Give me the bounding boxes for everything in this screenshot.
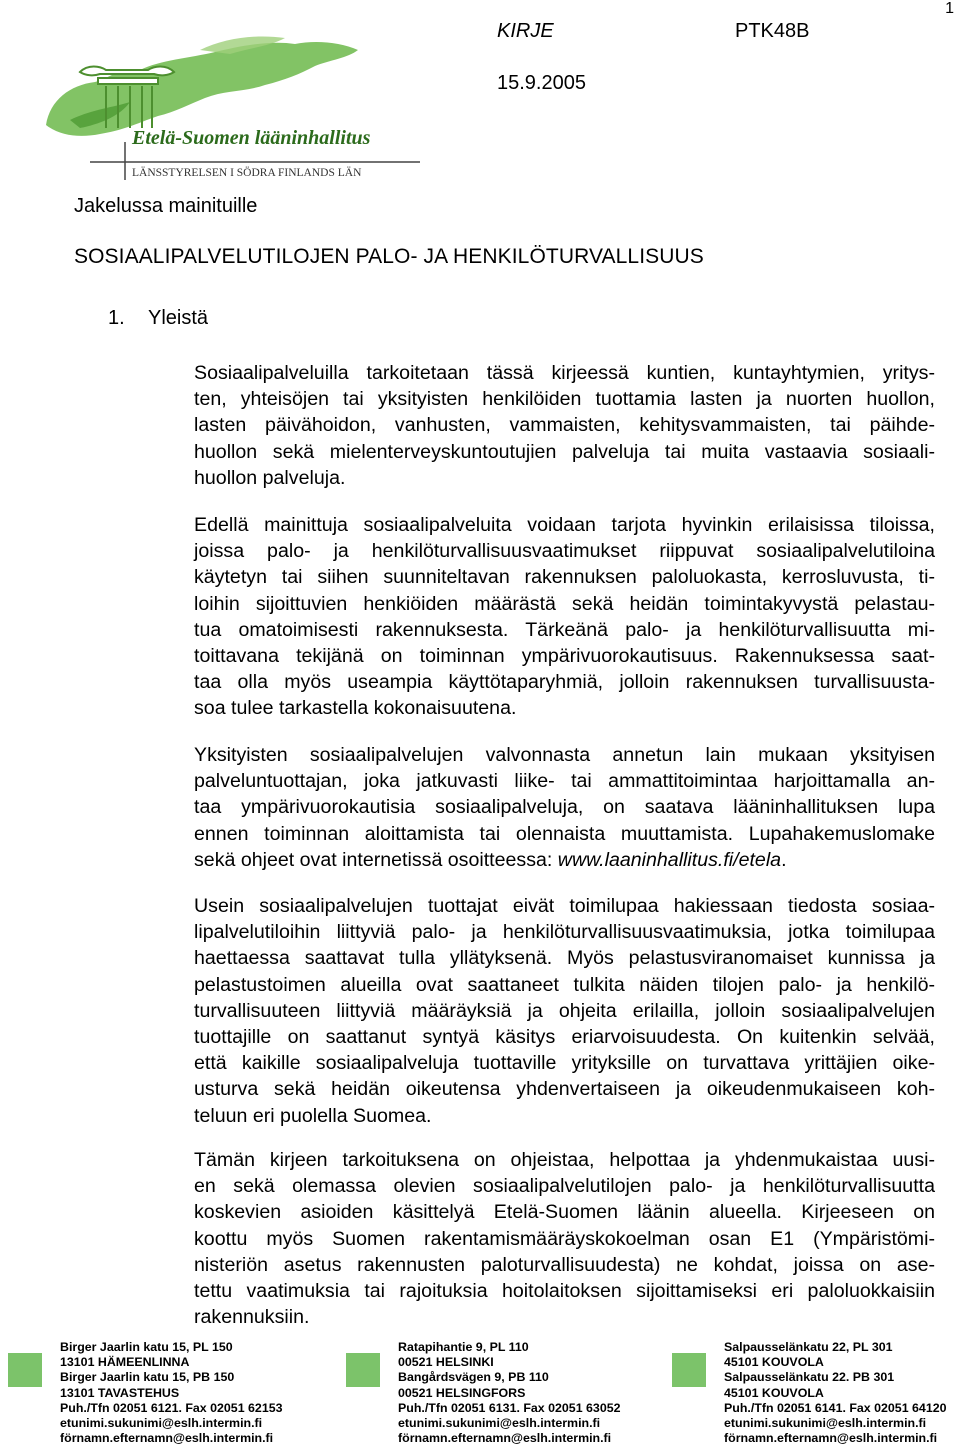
page-number: 1 xyxy=(945,0,954,17)
text-line: ennen toiminnan aloittamista tai olennaista muuttamista. Lupahakemuslomake xyxy=(194,822,935,845)
text-line: taa olla myös useampia käyttötaparyhmiä, jolloin rakennuksen turvallisuusta- xyxy=(194,671,935,694)
document-title: SOSIAALIPALVELUTILOJEN PALO- JA HENKILÖTURVALLISUUS xyxy=(74,245,704,268)
text-line: en sekä olemassa olevien sosiaalipalvelutilojen palo- ja henkilöturvallisuutta xyxy=(194,1175,935,1198)
footer-email[interactable]: etunimi.sukunimi@eslh.intermin.fi xyxy=(60,1416,263,1431)
paragraph-3 xyxy=(194,742,935,873)
document-date: 15.9.2005 xyxy=(497,72,586,94)
text-line: pelastustoimen alueilla ovat saattaneet tulkita näiden tilojen palo- ja henkilö- xyxy=(194,973,935,996)
text-line: palveluntuottajan, joka jatkuvasti liike- tai ammattitoimintaa harjoittamalla an- xyxy=(194,770,935,793)
text-line: että kaikille sosiaalipalveluja tuottaville yrityksille on turvattava yrittäjien oike- xyxy=(194,1052,935,1075)
footer-line: 13101 HÄMEENLINNA xyxy=(60,1355,190,1370)
footer-line: Ratapihantie 9, PL 110 xyxy=(398,1340,529,1354)
footer-line: Birger Jaarlin katu 15, PL 150 xyxy=(60,1340,233,1354)
footer-line: Birger Jaarlin katu 15, PB 150 xyxy=(60,1370,235,1385)
footer-email[interactable]: etunimi.sukunimi@eslh.intermin.fi xyxy=(398,1416,601,1431)
text-line: toittavana tekijänä on toiminnan ympärivuorokautisuus. Rakennuksessa saat- xyxy=(194,644,935,667)
text-line xyxy=(194,847,935,873)
text-line: tua omatoimisesti rakennuksesta. Tärkeänä palo- ja henkilöturvallisuutta mi- xyxy=(194,618,935,641)
footer-line: 00521 HELSINGFORS xyxy=(398,1385,526,1400)
footer-line: 13101 TAVASTEHUS xyxy=(60,1385,180,1400)
text-line: lasten päivähoidon, vanhusten, vammaisten, kehitysvammaisten, tai päihde- xyxy=(194,414,935,437)
recipients: Jakelussa mainituille xyxy=(74,195,258,217)
text-line: turvallisuuteen liittyviä määräyksiä ja ohjeita erilailla, jolloin sosiaalipalvelujen xyxy=(194,999,935,1022)
footer-line: 45101 KOUVOLA xyxy=(724,1355,824,1370)
text-line: huollon palveluja. xyxy=(194,466,346,489)
footer-email[interactable]: förnamn.efternamn@eslh.intermin.fi xyxy=(60,1431,274,1446)
text-line: taa ympärivuorokautisia sosiaalipalveluja, on saatava lääninhallituksen lupa xyxy=(194,796,935,819)
text-line: tuottajille on saattanut syntyä käsitys eriarvoisuudesta. On kuitenkin selvää, xyxy=(194,1025,935,1048)
footer-line: 00521 HELSINKI xyxy=(398,1355,494,1370)
paragraph-1 xyxy=(194,360,935,491)
text-segment: . xyxy=(781,848,787,871)
footer-email[interactable]: etunimi.sukunimi@eslh.intermin.fi xyxy=(724,1416,927,1431)
website-link[interactable]: www.laaninhallitus.fi/etela xyxy=(557,848,782,871)
text-line: rakennuksiin. xyxy=(194,1306,310,1329)
text-line: koottu myös Suomen rakentamismääräyskokoelman osan E1 (Ympäristömi- xyxy=(194,1227,935,1250)
text-line: tettu vaatimuksia tai rajoituksia hoitolaitoksen sijoittamiseksi eri paloluokkaisiin xyxy=(194,1279,935,1302)
text-line: usturva sekä heidän oikeutensa yhdenvertaiseen ja oikeudenmukaiseen koh- xyxy=(194,1078,935,1101)
footer-line: Bangårdsvägen 9, PB 110 xyxy=(398,1370,549,1385)
footer-line: Salpausselänkatu 22, PL 301 xyxy=(724,1340,893,1354)
document-type: KIRJE xyxy=(497,20,554,42)
logo-name-fi: Etelä-Suomen lääninhallitus xyxy=(132,127,371,149)
footer-line: Puh./Tfn 02051 6141. Fax 02051 64120 xyxy=(724,1400,947,1415)
agency-logo xyxy=(40,30,420,190)
footer-line: 45101 KOUVOLA xyxy=(724,1385,824,1400)
text-line: Tämän kirjeen tarkoituksena on ohjeistaa, helpottaa ja yhdenmukaistaa uusi- xyxy=(194,1149,935,1171)
footer-email[interactable]: förnamn.efternamn@eslh.intermin.fi xyxy=(724,1431,938,1446)
text-line: koskevien asioiden käsittelyä Etelä-Suomen läänin alueella. Kirjeeseen on xyxy=(194,1201,935,1224)
text-line: loihin sijoittuvien henkiöiden määrästä sekä heidän toimintakyvystä pelastau- xyxy=(194,592,935,615)
text-line: Edellä mainittuja sosiaalipalveluita voidaan tarjota hyvinkin erilaisissa tiloissa, xyxy=(194,514,935,536)
green-square-icon xyxy=(346,1353,380,1387)
text-line: lipalvelutiloihin liittyviä palo- ja henkilöturvallisuusvaatimuksia, jotka toimilupaa xyxy=(194,921,935,944)
document-code: PTK48B xyxy=(735,20,810,42)
footer-address-helsinki xyxy=(398,1340,621,1446)
text-line: Usein sosiaalipalvelujen tuottajat eivät toimilupaa hakiessaan tiedosta sosiaa- xyxy=(194,895,935,917)
text-line: käytetyn tai siihen suunniteltavan rakennuksen paloluokasta, kerrosluvusta, ti- xyxy=(194,566,935,589)
text-line: soa tulee tarkastella kokonaisuutena. xyxy=(194,697,517,720)
section-title: Yleistä xyxy=(148,307,209,329)
paragraph-5 xyxy=(194,1147,935,1330)
text-segment: sekä ohjeet ovat internetissä osoitteessa: xyxy=(194,848,558,871)
footer-address-kouvola xyxy=(724,1340,947,1446)
text-line: Yksityisten sosiaalipalvelujen valvonnasta annetun lain mukaan yksityisen xyxy=(194,744,935,766)
text-line: nisteriön asetus rakennusten paloturvallisuudesta) ne kohdat, joissa on ase- xyxy=(194,1253,935,1276)
green-square-icon xyxy=(8,1353,42,1387)
green-square-icon xyxy=(672,1353,706,1387)
paragraph-4 xyxy=(194,893,935,1129)
logo-name-sv: LÄNSSTYRELSEN I SÖDRA FINLANDS LÄN xyxy=(132,167,362,179)
section-number: 1. xyxy=(108,307,125,329)
text-line: joissa palo- ja henkilöturvallisuusvaatimukset riippuvat sosiaalipalvelutiloina xyxy=(194,540,935,563)
text-line: teluun eri puolella Suomea. xyxy=(194,1104,432,1127)
footer-email[interactable]: förnamn.efternamn@eslh.intermin.fi xyxy=(398,1431,612,1446)
footer-line: Salpausselänkatu 22. PB 301 xyxy=(724,1370,895,1385)
paragraph-2 xyxy=(194,512,935,722)
footer-address-hameenlinna xyxy=(60,1340,283,1446)
text-line: haettaessa saattavat tulla yllätyksenä. Myös pelastusviranomaiset kunnissa ja xyxy=(194,947,935,970)
text-line: Sosiaalipalveluilla tarkoitetaan tässä kirjeessä kuntien, kuntayhtymien, yritys- xyxy=(194,362,935,384)
footer-line: Puh./Tfn 02051 6131. Fax 02051 63052 xyxy=(398,1400,621,1415)
footer xyxy=(0,1340,960,1450)
text-line: huollon sekä mielenterveyskuntoutujien palveluja tai muita vastaavia sosiaali- xyxy=(194,440,935,463)
footer-line: Puh./Tfn 02051 6121. Fax 02051 62153 xyxy=(60,1400,283,1415)
text-line: ten, yhteisöjen tai yksityisten henkilöiden tuottamia lasten ja nuorten huollon, xyxy=(194,388,935,411)
section-heading xyxy=(108,307,208,330)
